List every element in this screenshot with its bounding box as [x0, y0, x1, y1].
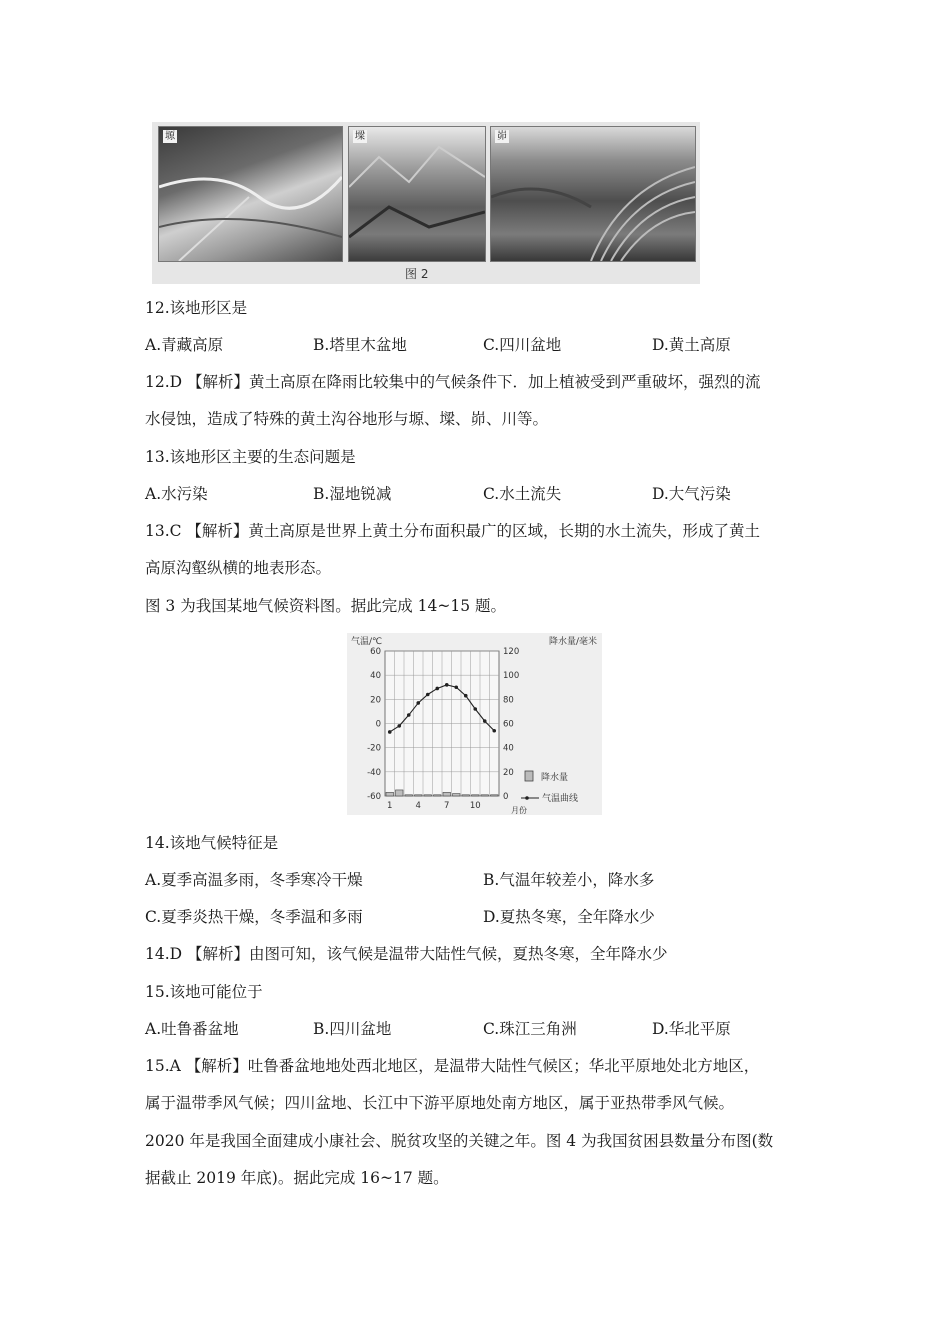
right-tick-label: 120: [503, 647, 520, 657]
temp-point: [483, 719, 487, 723]
q14-answer: 14.D 【解析】由图可知，该气候是温带大陆性气候，夏热冬寒，全年降水少: [145, 945, 668, 963]
photo-tag: 墚: [355, 131, 365, 142]
q12-answer-line1: 12.D 【解析】黄土高原在降雨比较集中的气候条件下．加上植被受到严重破坏，强烈的流: [145, 373, 761, 391]
figure-3-intro: 图 3 为我国某地气候资料图。据此完成 14~15 题。: [145, 597, 507, 615]
q13-option-d: D.大气污染: [652, 485, 731, 503]
x-tick-label: 7: [444, 801, 450, 811]
right-tick-label: 20: [503, 767, 514, 778]
q12-option-d: D.黄土高原: [652, 336, 731, 354]
precip-bar: [491, 795, 499, 796]
q12-answer-line2: 水侵蚀，造成了特殊的黄土沟谷地形与塬、墚、峁、川等。: [145, 410, 549, 428]
chart-grid: [385, 651, 499, 796]
photo-mao: [490, 126, 696, 262]
climate-chart: [347, 633, 602, 815]
left-axis-label: 气温/℃: [351, 637, 383, 647]
q13-answer-line1: 13.C 【解析】黄土高原是世界上黄土分布面积最广的区域，长期的水土流失，形成了黄土: [145, 522, 760, 540]
left-tick-label: 20: [370, 695, 381, 706]
left-tick-label: 0: [375, 719, 381, 730]
q15-answer-line2: 属于温带季风气候；四川盆地、长江中下游平原地处南方地区，属于亚热带季风气候。: [145, 1094, 735, 1112]
q13-option-a: A.水污染: [145, 485, 208, 503]
right-tick-label: 40: [503, 743, 514, 754]
temp-point: [388, 730, 392, 734]
q15-option-d: D.华北平原: [652, 1020, 731, 1038]
photo-liang-image: [349, 127, 485, 261]
q13-option-c: C.水土流失: [483, 485, 562, 503]
photo-mao-image: [491, 127, 695, 261]
q12-option-b: B.塔里木盆地: [313, 336, 407, 354]
photo-yuan: [158, 126, 343, 262]
temp-point: [416, 701, 420, 705]
right-tick-label: 80: [503, 695, 514, 706]
q15-stem: 15.该地可能位于: [145, 983, 263, 1001]
legend-temp-label: 气温曲线: [542, 794, 579, 804]
figure-2-photos: [152, 122, 700, 284]
precip-bar: [405, 795, 413, 796]
left-tick-label: -40: [367, 767, 381, 778]
legend-precip-label: 降水量: [541, 773, 569, 783]
figure-4-intro-line2: 据截止 2019 年底)。据此完成 16~17 题。: [145, 1169, 449, 1187]
q13-option-b: B.湿地锐减: [313, 485, 392, 503]
photo-yuan-image: [159, 127, 342, 261]
right-tick-label: 60: [503, 719, 514, 730]
temp-point: [426, 693, 430, 697]
temp-point: [464, 694, 468, 698]
x-axis-label: 月份: [511, 806, 527, 815]
temp-point: [454, 685, 458, 689]
precip-bar: [434, 795, 442, 796]
photo-liang: [348, 126, 486, 262]
q14-stem: 14.该地气候特征是: [145, 834, 279, 852]
q15-option-a: A.吐鲁番盆地: [145, 1020, 239, 1038]
precip-bar: [386, 792, 394, 796]
precip-bar: [424, 795, 432, 796]
temp-point: [492, 729, 496, 733]
precip-bar: [453, 794, 461, 796]
legend-temp-dot: [525, 796, 529, 800]
left-tick-label: -60: [367, 792, 381, 802]
x-tick-label: 1: [387, 801, 393, 811]
climate-chart-svg: [347, 633, 602, 815]
precip-bar: [481, 795, 489, 796]
x-tick-label: 10: [469, 801, 481, 811]
photo-tag: 塬: [165, 131, 175, 142]
precip-bar: [462, 795, 470, 796]
temp-point: [435, 687, 439, 691]
precip-bar: [415, 795, 423, 796]
temp-point: [407, 713, 411, 717]
left-tick-label: 40: [370, 671, 381, 682]
figure-4-intro-line1: 2020 年是我国全面建成小康社会、脱贫攻坚的关键之年。图 4 为我国贫困县数量分布图(数: [145, 1132, 774, 1150]
right-tick-label: 0: [503, 792, 509, 802]
q15-option-c: C.珠江三角洲: [483, 1020, 577, 1038]
precip-bar: [472, 795, 480, 796]
q13-answer-line2: 高原沟壑纵横的地表形态。: [145, 559, 332, 577]
right-tick-label: 100: [503, 671, 520, 682]
legend-precip-swatch: [525, 771, 533, 781]
left-tick-label: 60: [370, 647, 381, 657]
x-tick-label: 4: [415, 801, 421, 811]
q13-stem: 13.该地形区主要的生态问题是: [145, 448, 356, 466]
q14-option-a: A.夏季高温多雨，冬季寒冷干燥: [145, 871, 363, 889]
q12-option-a: A.青藏高原: [145, 336, 224, 354]
precip-bar: [443, 792, 451, 796]
q15-answer-line1: 15.A 【解析】吐鲁番盆地地处西北地区，是温带大陆性气候区；华北平原地处北方地区，: [145, 1057, 760, 1075]
left-tick-label: -20: [367, 743, 381, 754]
temp-point: [473, 707, 477, 711]
q15-option-b: B.四川盆地: [313, 1020, 392, 1038]
q14-option-b: B.气温年较差小，降水多: [483, 871, 655, 889]
q14-option-d: D.夏热冬寒，全年降水少: [483, 908, 655, 926]
q12-option-c: C.四川盆地: [483, 336, 562, 354]
figure-2-caption: 图 2: [405, 267, 429, 281]
precip-bar: [396, 790, 404, 796]
temp-point: [445, 683, 449, 687]
temp-point: [397, 724, 401, 728]
right-axis-label: 降水量/毫米: [548, 637, 597, 647]
q12-stem: 12.该地形区是: [145, 299, 248, 317]
q14-option-c: C.夏季炎热干燥，冬季温和多雨: [145, 908, 363, 926]
photo-tag: 峁: [497, 131, 507, 142]
